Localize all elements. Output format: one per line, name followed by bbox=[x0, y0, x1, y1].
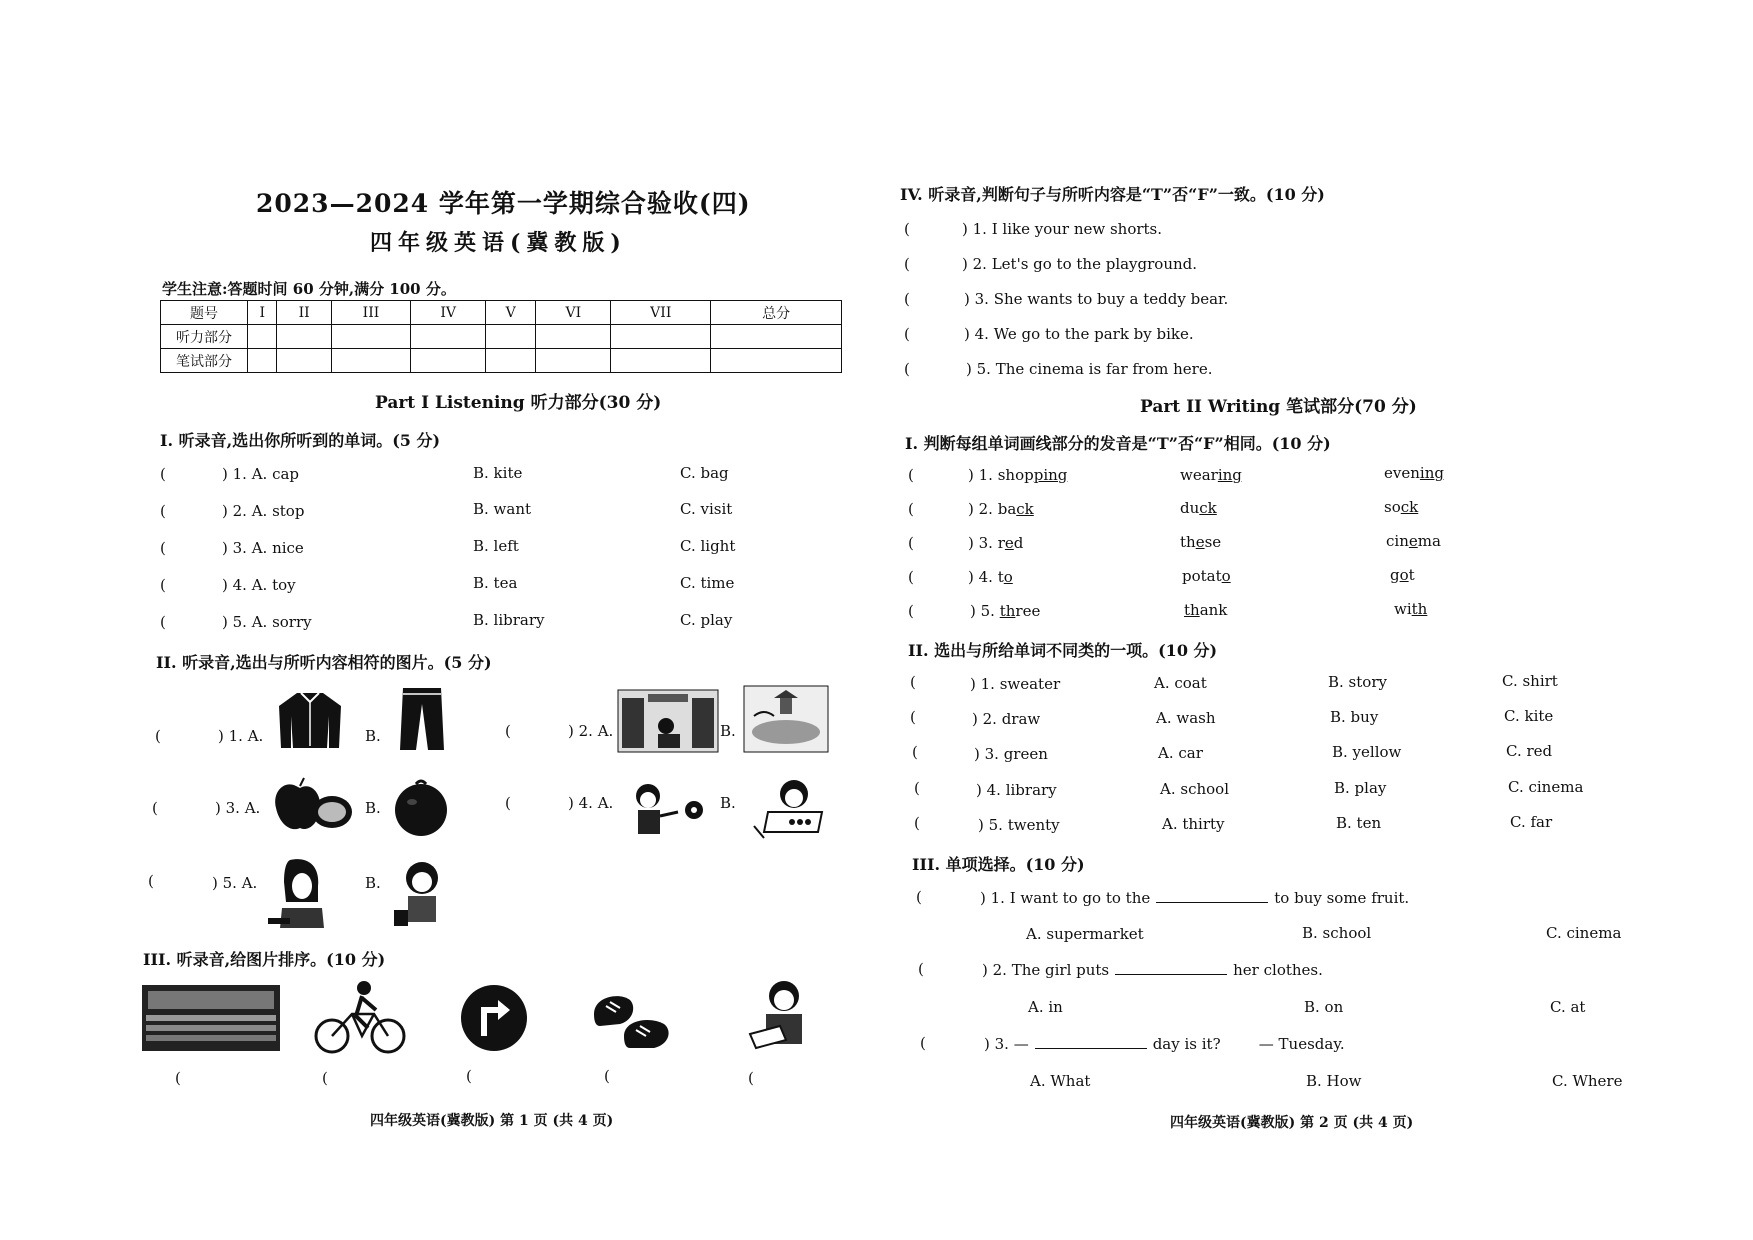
answer-paren[interactable]: ( bbox=[160, 613, 166, 631]
park-picture bbox=[744, 686, 828, 752]
question-text: day is it? bbox=[1152, 1035, 1221, 1053]
score-cell[interactable] bbox=[486, 349, 536, 373]
question-item: ) 4. A. bbox=[568, 794, 614, 812]
question-item: ) 4. library bbox=[976, 781, 1057, 799]
score-cell[interactable] bbox=[248, 325, 277, 349]
word-part: se bbox=[1204, 533, 1222, 551]
word-part: even bbox=[1384, 464, 1420, 482]
word-part: r bbox=[997, 534, 1005, 552]
option-b: B. story bbox=[1328, 673, 1387, 691]
option-a: A. What bbox=[1030, 1072, 1091, 1090]
underlined-part: o bbox=[1399, 566, 1409, 584]
answer-paren[interactable]: ( bbox=[910, 673, 916, 691]
underlined-part: e bbox=[1004, 534, 1014, 552]
apple-picture bbox=[272, 778, 354, 836]
option-b: B. ten bbox=[1336, 814, 1382, 832]
option-c: C. cinema bbox=[1546, 924, 1622, 942]
underlined-part: ing bbox=[1217, 466, 1242, 484]
option-c: C. time bbox=[680, 574, 735, 592]
answer-paren[interactable]: ( bbox=[148, 872, 154, 890]
score-cell[interactable] bbox=[711, 325, 842, 349]
score-cell[interactable] bbox=[611, 349, 711, 373]
answer-paren[interactable]: ( bbox=[908, 534, 914, 552]
option-c: C. far bbox=[1510, 813, 1553, 831]
underlined-part: th bbox=[999, 602, 1016, 620]
question-item: ) 1. I like your new shorts. bbox=[962, 220, 1163, 238]
writing-sec2-title: II. 选出与所给单词不同类的一项。(10 分) bbox=[908, 641, 1218, 660]
word-c bbox=[1386, 532, 1441, 550]
option-c: C. play bbox=[680, 611, 733, 629]
score-header-cell: VI bbox=[536, 301, 611, 325]
option-b: B. school bbox=[1302, 924, 1372, 942]
option-a: A. wash bbox=[1156, 709, 1216, 727]
score-cell[interactable] bbox=[611, 325, 711, 349]
bike-rider-picture bbox=[312, 980, 408, 1054]
underlined-part: ck bbox=[1199, 499, 1217, 517]
score-cell[interactable] bbox=[411, 349, 486, 373]
word-b bbox=[1180, 466, 1242, 484]
boy-brushing-teeth-picture bbox=[392, 860, 448, 928]
option-c: C. at bbox=[1550, 998, 1586, 1016]
question-num bbox=[968, 534, 1023, 552]
option-b: B. on bbox=[1304, 998, 1344, 1016]
word-part: potat bbox=[1182, 567, 1222, 585]
listening-sec2-title: II. 听录音,选出与所听内容相符的图片。(5 分) bbox=[156, 653, 492, 672]
score-header-cell: IV bbox=[411, 301, 486, 325]
option-b: B. buy bbox=[1330, 708, 1379, 726]
answer-paren[interactable]: ( bbox=[748, 1069, 754, 1087]
score-cell[interactable] bbox=[277, 325, 331, 349]
question-text: her clothes. bbox=[1233, 961, 1323, 979]
question-num-text: ) 3. bbox=[968, 534, 993, 552]
answer-blank[interactable] bbox=[1115, 960, 1227, 975]
sweater-picture bbox=[275, 690, 345, 752]
question-item: ) 1. A. bbox=[218, 727, 264, 745]
orange-picture bbox=[390, 776, 452, 838]
answer-paren[interactable]: ( bbox=[908, 500, 914, 518]
word-part: cin bbox=[1386, 532, 1409, 550]
question-item: ) 3. A. nice bbox=[222, 539, 304, 557]
option-a: A. car bbox=[1158, 744, 1203, 762]
score-header-cell: VII bbox=[611, 301, 711, 325]
word-part: du bbox=[1180, 499, 1200, 517]
score-header-cell: I bbox=[248, 301, 277, 325]
question-item: ) 5. The cinema is far from here. bbox=[966, 360, 1213, 378]
word-b bbox=[1184, 601, 1227, 619]
answer-paren[interactable]: ( bbox=[920, 1034, 926, 1052]
option-a: A. coat bbox=[1154, 674, 1207, 692]
underlined-part: o bbox=[1003, 568, 1013, 586]
boy-drawing-picture bbox=[748, 776, 828, 842]
answer-paren[interactable]: ( bbox=[160, 465, 166, 483]
score-header-cell: III bbox=[331, 301, 410, 325]
answer-paren[interactable]: ( bbox=[908, 568, 914, 586]
answer-paren[interactable]: ( bbox=[466, 1067, 472, 1085]
answer-paren[interactable]: ( bbox=[908, 466, 914, 484]
answer-blank[interactable] bbox=[1156, 888, 1268, 903]
option-b: B. play bbox=[1334, 779, 1387, 797]
turn-right-sign-icon bbox=[460, 984, 528, 1052]
question-text: to buy some fruit. bbox=[1274, 889, 1410, 907]
option-b: B. tea bbox=[473, 574, 518, 592]
cinema-hall-picture bbox=[142, 985, 280, 1051]
answer-paren[interactable]: ( bbox=[160, 502, 166, 520]
score-cell[interactable] bbox=[411, 325, 486, 349]
score-header-cell: 总分 bbox=[711, 301, 842, 325]
question-num bbox=[968, 568, 1013, 586]
score-header-cell: II bbox=[277, 301, 331, 325]
underlined-part: ck bbox=[1016, 500, 1034, 518]
question-num-text: ) 2. bbox=[968, 500, 993, 518]
score-cell[interactable] bbox=[486, 325, 536, 349]
question-item: ) 2. draw bbox=[972, 710, 1041, 728]
answer-paren[interactable]: ( bbox=[175, 1069, 181, 1087]
answer-paren[interactable]: ( bbox=[505, 722, 511, 740]
answer-paren[interactable]: ( bbox=[904, 290, 910, 308]
question-item: ) 2. A. bbox=[568, 722, 614, 740]
boy-with-ball-picture bbox=[628, 782, 708, 838]
option-c: C. shirt bbox=[1502, 672, 1558, 690]
answer-paren[interactable]: ( bbox=[160, 539, 166, 557]
answer-paren[interactable]: ( bbox=[916, 888, 922, 906]
option-c: C. kite bbox=[1504, 707, 1554, 725]
option-b: B. kite bbox=[473, 464, 523, 482]
underlined-part: ck bbox=[1400, 498, 1419, 516]
option-b: B. library bbox=[473, 611, 545, 629]
part2-title: Part II Writing 笔试部分(70 分) bbox=[1140, 397, 1417, 417]
word-part: wi bbox=[1394, 600, 1412, 618]
question-item: ) 5. A. bbox=[212, 874, 258, 892]
score-cell[interactable] bbox=[536, 349, 611, 373]
underlined-part: e bbox=[1408, 532, 1418, 550]
word-part: t bbox=[1408, 566, 1415, 584]
option-a: A. school bbox=[1160, 780, 1229, 798]
option-b-label: B. bbox=[365, 874, 381, 892]
answer-blank[interactable] bbox=[1035, 1034, 1147, 1049]
score-cell[interactable] bbox=[331, 349, 410, 373]
underlined-part: o bbox=[1221, 567, 1231, 585]
score-cell[interactable] bbox=[536, 325, 611, 349]
question-num-text: ) 4. bbox=[968, 568, 993, 586]
word-part: t bbox=[997, 568, 1004, 586]
word-part: ba bbox=[997, 500, 1017, 518]
underlined-part: ing bbox=[1419, 464, 1444, 482]
option-a: A. thirty bbox=[1162, 815, 1225, 833]
question-item: ) 4. A. toy bbox=[222, 576, 296, 594]
score-header-cell: 题号 bbox=[161, 301, 248, 325]
answer-paren[interactable]: ( bbox=[904, 360, 910, 378]
answer-paren[interactable]: ( bbox=[505, 794, 511, 812]
question-num bbox=[970, 602, 1040, 620]
score-row-label: 听力部分 bbox=[161, 325, 248, 349]
word-b bbox=[1180, 533, 1221, 551]
question-item: ) 3. A. bbox=[215, 799, 261, 817]
question-item: ) 5. twenty bbox=[978, 816, 1060, 834]
page-footer-right: 四年级英语(冀教版) 第 2 页 (共 4 页) bbox=[1170, 1115, 1414, 1131]
question-item: ) 5. A. sorry bbox=[222, 613, 312, 631]
word-c bbox=[1394, 600, 1427, 618]
option-b-label: B. bbox=[720, 794, 736, 812]
score-table bbox=[160, 300, 842, 373]
option-b-label: B. bbox=[365, 799, 381, 817]
question-item: ) 1. sweater bbox=[970, 675, 1061, 693]
answer-paren[interactable]: ( bbox=[904, 255, 910, 273]
trousers-picture bbox=[398, 686, 446, 752]
question-item: ) 3. green bbox=[974, 745, 1048, 763]
question-item: ) 4. We go to the park by bike. bbox=[964, 325, 1194, 343]
option-b: B. left bbox=[473, 537, 519, 555]
listening-sec3-title: III. 听录音,给图片排序。(10 分) bbox=[143, 950, 386, 969]
question-num-text: ) 1. bbox=[968, 466, 993, 484]
word-b bbox=[1182, 567, 1231, 585]
supermarket-picture bbox=[618, 690, 718, 752]
word-c bbox=[1384, 464, 1444, 482]
listening-sec4-title: IV. 听录音,判断句子与所听内容是“T”否“F”一致。(10 分) bbox=[900, 185, 1325, 204]
answer-paren[interactable]: ( bbox=[155, 727, 161, 745]
question-item bbox=[982, 960, 1323, 979]
word-part: g bbox=[1390, 566, 1400, 584]
boy-reading-picture bbox=[746, 980, 814, 1054]
shoes-picture bbox=[590, 986, 676, 1052]
option-c: C. light bbox=[680, 537, 736, 555]
option-a: A. supermarket bbox=[1026, 925, 1144, 943]
answer-paren[interactable]: ( bbox=[604, 1067, 610, 1085]
word-c bbox=[1390, 566, 1415, 584]
question-item: ) 2. A. stop bbox=[222, 502, 305, 520]
word-part: so bbox=[1384, 498, 1401, 516]
girl-washing-face-picture bbox=[268, 856, 338, 930]
score-cell[interactable] bbox=[277, 349, 331, 373]
part1-title: Part I Listening 听力部分(30 分) bbox=[375, 393, 662, 413]
question-item bbox=[984, 1034, 1345, 1053]
answer-paren[interactable]: ( bbox=[910, 708, 916, 726]
word-part: wear bbox=[1180, 466, 1218, 484]
word-c bbox=[1384, 498, 1418, 516]
answer-paren[interactable]: ( bbox=[160, 576, 166, 594]
question-text: ) 1. I want to go to the bbox=[980, 889, 1151, 907]
exam-title: 2023—2024 学年第一学期综合验收(四) bbox=[256, 189, 751, 218]
answer-paren[interactable]: ( bbox=[918, 960, 924, 978]
answer-paren[interactable]: ( bbox=[904, 325, 910, 343]
question-num-text: ) 5. bbox=[970, 602, 995, 620]
option-b: B. want bbox=[473, 500, 532, 518]
word-part: th bbox=[1180, 533, 1196, 551]
answer-paren[interactable]: ( bbox=[152, 799, 158, 817]
answer-paren[interactable]: ( bbox=[914, 814, 920, 832]
question-num bbox=[968, 466, 1067, 484]
option-c: C. bag bbox=[680, 464, 729, 482]
writing-sec1-title: I. 判断每组单词画线部分的发音是“T”否“F”相同。(10 分) bbox=[905, 434, 1331, 453]
question-item bbox=[980, 888, 1409, 907]
word-part: ma bbox=[1417, 532, 1441, 550]
score-header-cell: V bbox=[486, 301, 536, 325]
answer-paren[interactable]: ( bbox=[912, 743, 918, 761]
word-part: shop bbox=[997, 466, 1034, 484]
option-a: A. in bbox=[1028, 998, 1063, 1016]
underlined-part: th bbox=[1411, 600, 1428, 618]
listening-sec1-title: I. 听录音,选出你所听到的单词。(5 分) bbox=[160, 431, 441, 450]
writing-sec3-title: III. 单项选择。(10 分) bbox=[912, 855, 1085, 874]
exam-subtitle: 四年级英语(冀教版) bbox=[370, 230, 627, 256]
student-notice: 学生注意:答题时间 60 分钟,满分 100 分。 bbox=[162, 280, 456, 298]
option-b-label: B. bbox=[365, 727, 381, 745]
question-text: ) 3. — bbox=[984, 1035, 1029, 1053]
word-b bbox=[1180, 499, 1217, 517]
question-text: ) 2. The girl puts bbox=[982, 961, 1110, 979]
option-c: C. red bbox=[1506, 742, 1553, 760]
question-text: — Tuesday. bbox=[1258, 1035, 1345, 1053]
word-part: d bbox=[1013, 534, 1024, 552]
option-c: C. cinema bbox=[1508, 778, 1584, 796]
score-cell[interactable] bbox=[711, 349, 842, 373]
option-c: C. Where bbox=[1552, 1072, 1623, 1090]
option-b-label: B. bbox=[720, 722, 736, 740]
answer-paren[interactable]: ( bbox=[914, 779, 920, 797]
underlined-part: e bbox=[1195, 533, 1205, 551]
word-part: ree bbox=[1015, 602, 1041, 620]
question-item: ) 1. A. cap bbox=[222, 465, 300, 483]
answer-paren[interactable]: ( bbox=[322, 1069, 328, 1087]
question-item: ) 2. Let's go to the playground. bbox=[962, 255, 1198, 273]
option-b: B. yellow bbox=[1332, 743, 1402, 761]
option-b: B. How bbox=[1306, 1072, 1362, 1090]
answer-paren[interactable]: ( bbox=[904, 220, 910, 238]
underlined-part: ping bbox=[1033, 466, 1068, 484]
score-cell[interactable] bbox=[248, 349, 277, 373]
underlined-part: th bbox=[1184, 601, 1200, 619]
answer-paren[interactable]: ( bbox=[908, 602, 914, 620]
word-part: ank bbox=[1199, 601, 1228, 619]
question-item: ) 3. She wants to buy a teddy bear. bbox=[964, 290, 1229, 308]
option-c: C. visit bbox=[680, 500, 733, 518]
score-row-label: 笔试部分 bbox=[161, 349, 248, 373]
score-cell[interactable] bbox=[331, 325, 410, 349]
page-footer-left: 四年级英语(冀教版) 第 1 页 (共 4 页) bbox=[370, 1113, 614, 1129]
question-num bbox=[968, 500, 1034, 518]
